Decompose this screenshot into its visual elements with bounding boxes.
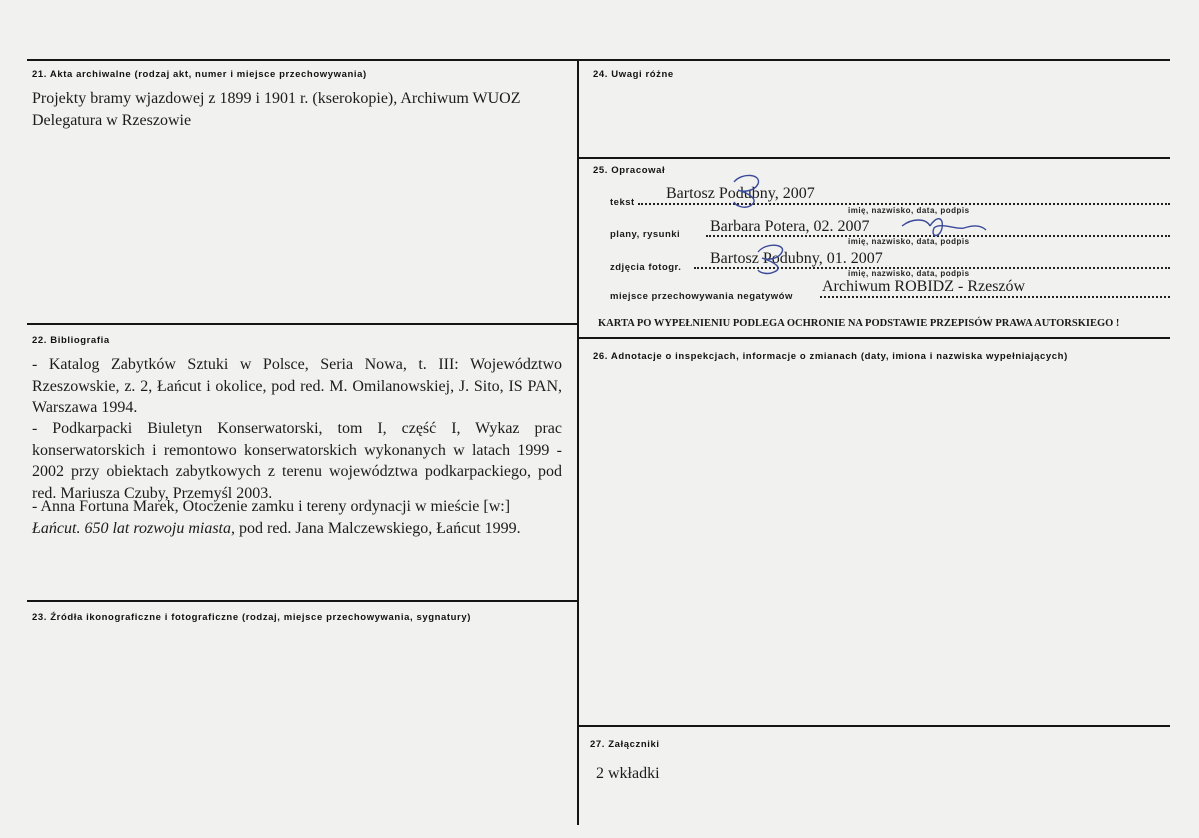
section-22-label: 22. Bibliografia [32, 335, 110, 346]
prepared-plans-hint: imię, nazwisko, data, podpis [848, 237, 970, 246]
divider-24-25 [578, 157, 1170, 159]
prepared-photos-hint: imię, nazwisko, data, podpis [848, 269, 970, 278]
prepared-text-value: Bartosz Podubny, 2007 [666, 185, 815, 202]
prepared-text-line [638, 203, 1170, 205]
attachments-text: 2 wkładki [596, 765, 660, 782]
bibliography-entry-3 [32, 496, 567, 539]
divider-25-26 [578, 337, 1170, 339]
divider-22-23 [27, 600, 578, 602]
signature-mark-1 [728, 172, 774, 210]
negatives-location-line [820, 296, 1170, 298]
prepared-plans-value: Barbara Potera, 02. 2007 [710, 218, 870, 235]
section-27-label: 27. Załączniki [590, 739, 660, 750]
section-26-label: 26. Adnotacje o inspekcjach, informacje o zmianach (daty, imiona i nazwiska wypełniających) [593, 351, 1068, 362]
section-21-text: Projekty bramy wjazdowej z 1899 i 1901 r. (kserokopie), Archiwum WUOZ Delegatura w Rzeszowie [32, 90, 521, 129]
negatives-location-label: miejsce przechowywania negatywów [610, 291, 793, 302]
bibliography-entry-3-title: Łańcut. 650 lat rozwoju miasta [32, 519, 231, 537]
section-23-label: 23. Źródła ikonograficzne i fotograficzne (rodzaj, miejsce przechowywania, sygnatury) [32, 612, 472, 623]
section-25-label: 25. Opracował [593, 165, 666, 176]
prepared-plans-label: plany, rysunki [610, 229, 681, 240]
bibliography-entry-3-rest: , pod red. Jana Malczewskiego, Łańcut 1999. [230, 519, 521, 537]
prepared-text-label: tekst [610, 197, 635, 208]
copyright-warning: KARTA PO WYPEŁNIENIU PODLEGA OCHRONIE NA PODSTAWIE PRZEPISÓW PRAWA AUTORSKIEGO ! [598, 318, 1120, 329]
top-border [27, 59, 1170, 61]
section-21-label: 21. Akta archiwalne (rodzaj akt, numer i miejsce przechowywania) [32, 69, 367, 80]
bibliography-entry-3-author: - Anna Fortuna Marek, Otoczenie zamku i tereny ordynacji w mieście [w:] [32, 498, 511, 515]
negatives-location-value: Archiwum ROBIDZ - Rzeszów [822, 278, 1026, 295]
divider-26-27 [578, 725, 1170, 727]
section-24-label: 24. Uwagi różne [593, 69, 674, 80]
prepared-photos-label: zdjęcia fotogr. [610, 262, 682, 273]
signature-mark-2 [900, 212, 990, 242]
prepared-text-hint: imię, nazwisko, data, podpis [848, 206, 970, 215]
bibliography-entry-2: - Podkarpacki Biuletyn Konserwatorski, tom I, część I, Wykaz prac konserwatorskich i remontowo konserwatorskich wykonanych w latach 1999 - 2002 przy obiektach zabytkowych z terenu województwa podkarpackiego, pod red. Mariusza Czuby, Przemyśl 2003. [32, 420, 562, 502]
column-divider [577, 60, 579, 825]
prepared-photos-value: Bartosz Podubny, 01. 2007 [710, 250, 883, 267]
bibliography-entry-1: - Katalog Zabytków Sztuki w Polsce, Seria Nowa, t. III: Województwo Rzeszowskie, z. 2, Łańcut i okolice, pod red. M. Omilanowskiej, J. Sito, IS PAN, Warszawa 1994. [32, 356, 562, 416]
divider-21-22 [27, 323, 578, 325]
signature-mark-3 [752, 242, 798, 276]
